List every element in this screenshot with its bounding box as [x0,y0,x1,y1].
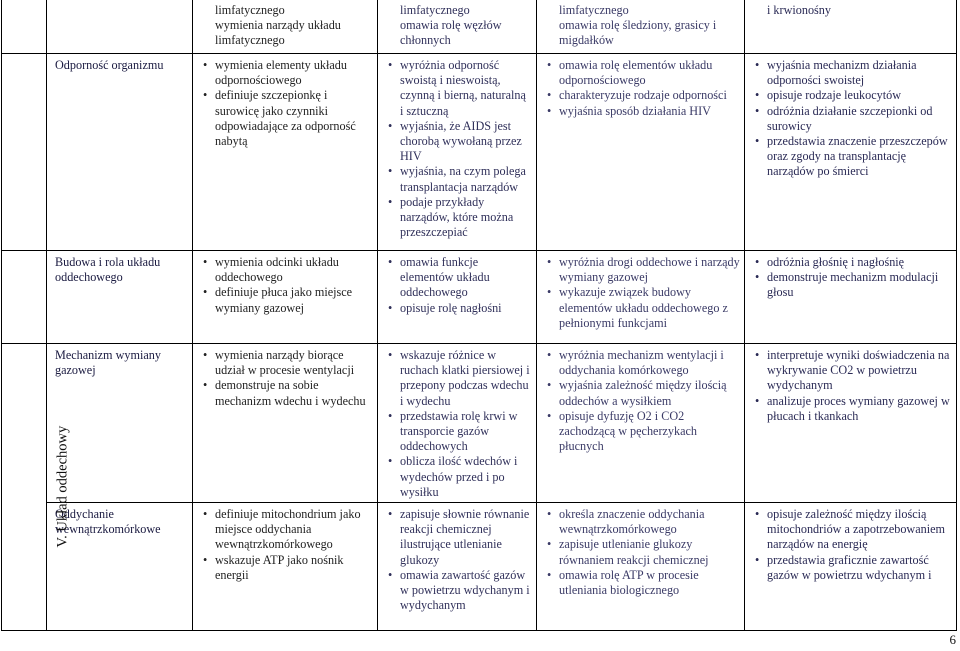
requirement-item: • wyróżnia odporność swoistą i nieswoistą, czynną i bierną, naturalną i sztuczną [386,58,532,119]
section-cell [2,54,47,251]
requirement-item: • demonstruje mechanizm modulacji głosu [753,270,952,300]
requirement-item: • podaje przykłady narządów, które można przeszczepiać [386,195,532,241]
requirement-item: limfatycznego [215,3,285,17]
requirement-cell [378,54,537,251]
requirement-item: i krwionośny [767,3,831,17]
section-label-cell [2,344,71,631]
requirement-item: • odróżnia głośnię i nagłośnię [753,255,952,270]
requirement-item: • opisuje rodzaje leukocytów [753,88,952,103]
requirement-item: • wyjaśnia zależność między ilością oddechów a wysiłkiem [545,378,740,408]
requirement-cell [745,54,957,251]
requirement-item: • wyjaśnia, na czym polega transplantacja narządów [386,164,532,194]
requirement-item: omawia rolę śledziony, grasicy i migdałków [559,18,717,48]
requirement-item: • przedstawia graficznie zawartość gazów w powietrzu wdychanym i [753,553,952,583]
page-number: 6 [949,631,956,647]
requirement-item: • wymienia narządy biorące udział w procesie wentylacji [201,348,373,378]
topic-cell: Oddychanie wewnątrzkomórkowe [47,503,193,631]
requirement-cell [193,503,378,631]
requirement-item: • demonstruje na sobie mechanizm wdechu i wydechu [201,378,373,408]
requirement-item: • definiuje szczepionkę i surowicę jako czynniki odpowiadające za odporność nabytą [201,88,373,149]
requirement-item: • opisuje dyfuzję O2 i CO2 zachodzącą w pęcherzykach płucnych [545,409,740,455]
requirement-cell [193,344,378,503]
requirement-item: • przedstawia rolę krwi w transporcie gazów oddechowych [386,409,532,455]
table-row [2,503,957,631]
requirement-item: • wyjaśnia, że AIDS jest chorobą wywołaną przez HIV [386,119,532,165]
requirement-cell [193,0,378,54]
table-row [2,251,957,344]
requirement-item: • interpretuje wyniki doświadczenia na wykrywanie CO2 w powietrzu wydychanym [753,348,952,394]
section-label: V. Układ oddechowy [54,426,71,548]
requirement-cell [537,251,745,344]
requirement-item: • odróżnia działanie szczepionki od surowicy [753,104,952,134]
requirement-item: • oblicza ilość wdechów i wydechów przed i po wysiłku [386,454,532,500]
topic-cell: Odporność organizmu [47,54,193,251]
requirement-cell [378,251,537,344]
requirement-item: • przedstawia znaczenie przeszczepów oraz zgody na transplantację narządów po śmierci [753,134,952,180]
table-row [2,344,957,503]
requirement-cell [193,54,378,251]
requirement-item: • omawia rolę elementów układu odpornościowego [545,58,740,88]
requirement-item: • określa znaczenie oddychania wewnątrzkomórkowego [545,507,740,537]
requirement-item: • wskazuje ATP jako nośnik energii [201,553,373,583]
requirement-item: • wyróżnia mechanizm wentylacji i oddychania komórkowego [545,348,740,378]
requirement-item: • omawia rolę ATP w procesie utleniania biologicznego [545,568,740,598]
requirement-item: • opisuje zależność między ilością mitochondriów a zapotrzebowaniem narządów na energię [753,507,952,553]
requirement-item: • omawia zawartość gazów w powietrzu wdychanym i wydychanym [386,568,532,614]
section-cell [2,251,47,344]
requirement-cell [745,251,957,344]
topic-cell: Mechanizm wymiany gazowej [47,344,193,503]
requirement-item: wymienia narządy układu limfatycznego [215,18,341,48]
requirement-item: • definiuje płuca jako miejsce wymiany gazowej [201,285,373,315]
requirement-cell [378,344,537,503]
requirement-item: limfatycznego [559,3,629,17]
requirement-item: • wymienia elementy układu odpornościowego [201,58,373,88]
requirement-cell [745,344,957,503]
requirement-cell [537,54,745,251]
topic-cell: Budowa i rola układu oddechowego [47,251,193,344]
topic-cell [47,0,193,54]
requirement-item: limfatycznego [400,3,470,17]
requirement-cell [537,503,745,631]
requirement-item: • omawia funkcje elementów układu oddechowego [386,255,532,301]
requirement-cell [745,0,957,54]
requirement-cell [745,503,957,631]
curriculum-table [1,0,957,631]
table-row [2,0,957,54]
requirement-item: • definiuje mitochondrium jako miejsce oddychania wewnątrzkomórkowego [201,507,373,553]
requirement-item: • zapisuje utlenianie glukozy równaniem reakcji chemicznej [545,537,740,567]
section-cell [2,0,47,54]
requirement-item: omawia rolę węzłów chłonnych [400,18,502,48]
requirement-item: • wyjaśnia sposób działania HIV [545,104,740,119]
requirement-cell [537,344,745,503]
requirement-item: • opisuje rolę nagłośni [386,301,532,316]
requirement-cell [378,503,537,631]
table-row [2,54,957,251]
requirement-item: • wskazuje różnice w ruchach klatki piersiowej i przepony podczas wdechu i wydechu [386,348,532,409]
requirement-cell [193,251,378,344]
requirement-item: • wymienia odcinki układu oddechowego [201,255,373,285]
requirement-item: • zapisuje słownie równanie reakcji chemicznej ilustrujące utlenianie glukozy [386,507,532,568]
requirement-item: • charakteryzuje rodzaje odporności [545,88,740,103]
requirement-item: • analizuje proces wymiany gazowej w płucach i tkankach [753,394,952,424]
requirement-item: • wyróżnia drogi oddechowe i narządy wymiany gazowej [545,255,740,285]
requirement-item: • wyjaśnia mechanizm działania odporności swoistej [753,58,952,88]
requirement-item: • wykazuje związek budowy elementów układu oddechowego z pełnionymi funkcjami [545,285,740,331]
requirement-cell [537,0,745,54]
requirement-cell [378,0,537,54]
